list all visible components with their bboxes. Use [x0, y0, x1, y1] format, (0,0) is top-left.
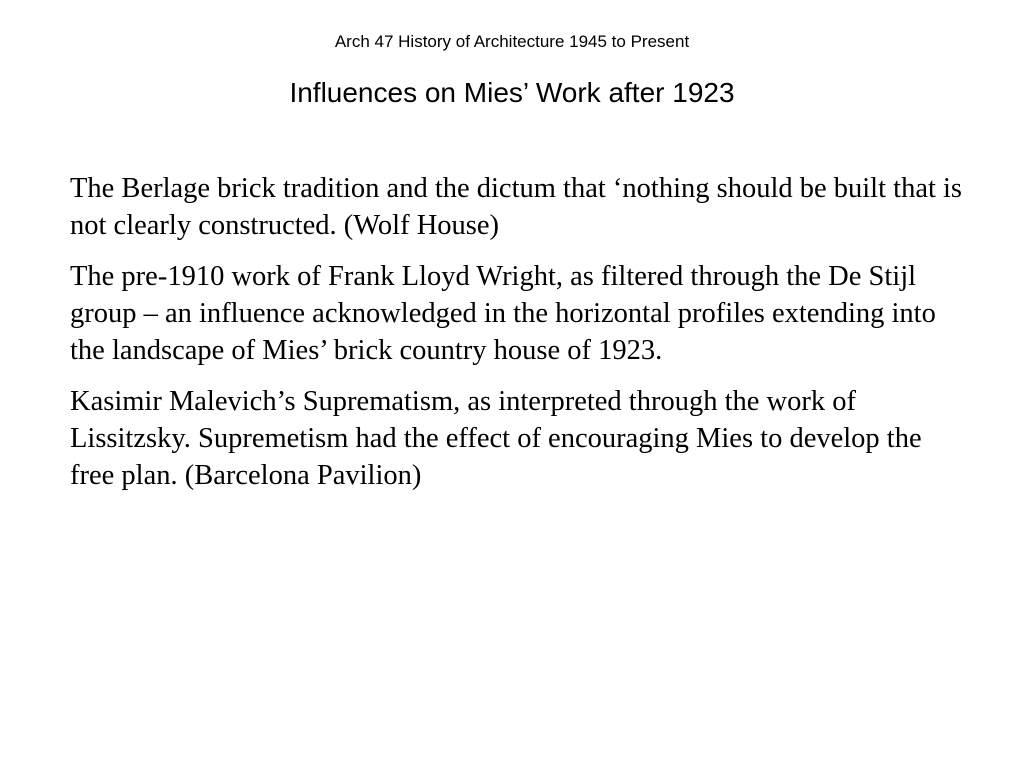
- slide-title: Influences on Mies’ Work after 1923: [289, 77, 735, 108]
- course-header: Arch 47 History of Architecture 1945 to Present: [334, 32, 690, 51]
- paragraph-berlage: The Berlage brick tradition and the dictum that ‘nothing should be built that is not clearly constructed. (Wolf House): [70, 173, 963, 241]
- slide-body: [70, 170, 970, 508]
- paragraph-wright: The pre-1910 work of Frank Lloyd Wright, as filtered through the De Stijl group – an influence acknowledged in the horizontal profiles extending into the landscape of Mies’ brick country house of 1923.: [70, 261, 936, 366]
- paragraph-malevich: Kasimir Malevich’s Suprematism, as interpreted through the work of Lissitzsky. Supremetism had the effect of encouraging Mies to develop the free plan. (Barcelona Pavilion): [70, 386, 922, 491]
